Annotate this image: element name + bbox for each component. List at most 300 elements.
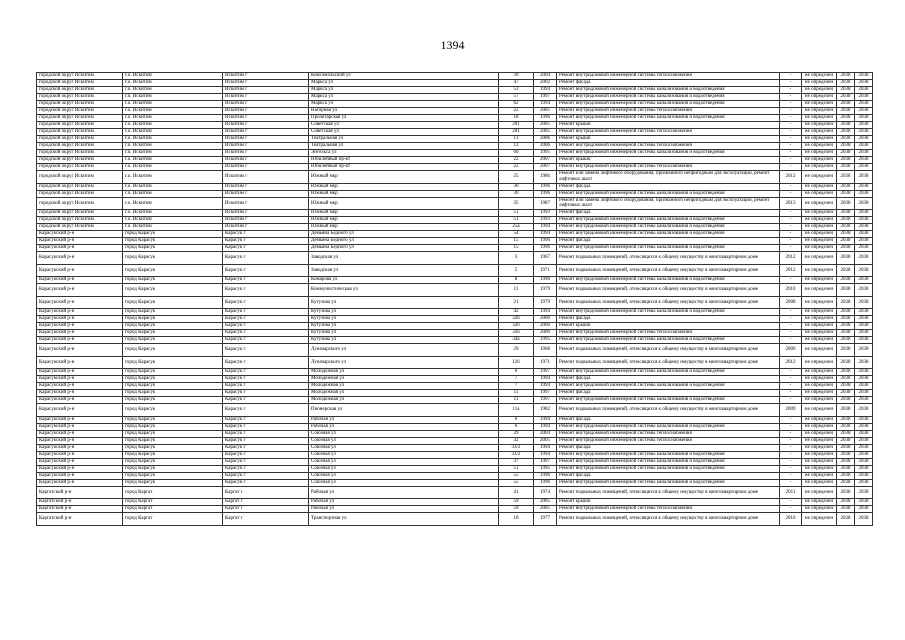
cell-municipal-district: Карасукский р-н	[37, 316, 123, 323]
cell-house-number: 6	[499, 423, 534, 430]
cell-street: Луначарского ул	[309, 344, 499, 357]
cell-build-year: 1994	[534, 224, 557, 231]
cell-locality: Карасук г	[223, 245, 309, 252]
cell-work-type: Ремонт фасада	[557, 80, 780, 87]
cell-last-repair-year: 2013	[780, 197, 802, 210]
cell-last-repair-year: -	[780, 390, 802, 397]
cell-plan-year-end: 2038	[855, 210, 873, 217]
cell-municipal-district: Карасукский р-н	[37, 404, 123, 417]
cell-settlement: г.о. Искитим	[123, 136, 223, 143]
table-row	[37, 136, 873, 143]
cell-plan-year-start: 2038	[837, 210, 855, 217]
cell-plan-year-start: 2038	[837, 397, 855, 404]
cell-locality: Искитим г	[223, 190, 309, 197]
cell-settlement: город Карасук	[123, 245, 223, 252]
cell-build-year: 1994	[534, 101, 557, 108]
cell-build-year: 1996	[534, 472, 557, 479]
cell-locality: Карасук г	[223, 284, 309, 297]
cell-plan-year-start: 2038	[837, 190, 855, 197]
cell-street: Маркса ул	[309, 80, 499, 87]
cell-work-type: Ремонт внутридомовой инженерной системы канализования и водоотведения	[557, 465, 780, 472]
cell-last-repair-year: -	[780, 376, 802, 383]
cell-street: Заводская ул	[309, 264, 499, 277]
cell-plan-year-end: 2038	[855, 277, 873, 284]
cell-cost: не определен	[802, 499, 837, 506]
cell-settlement: город Карасук	[123, 284, 223, 297]
cell-cost: не определен	[802, 284, 837, 297]
cell-plan-year-start: 2038	[837, 437, 855, 444]
cell-plan-year-start: 2038	[837, 444, 855, 451]
cell-build-year: 1967	[534, 252, 557, 265]
cell-work-type: Ремонт внутридомовой инженерной системы канализования и водоотведения	[557, 397, 780, 404]
cell-cost: не определен	[802, 143, 837, 150]
cell-last-repair-year: -	[780, 506, 802, 513]
cell-settlement: г.о. Искитим	[123, 190, 223, 197]
cell-plan-year-start: 2038	[837, 330, 855, 337]
cell-street: Рабочая ул	[309, 499, 499, 506]
cell-settlement: город Карасук	[123, 479, 223, 486]
cell-plan-year-end: 2038	[855, 323, 873, 330]
cell-work-type: Ремонт фасада	[557, 444, 780, 451]
cell-street: Луначарского ул	[309, 356, 499, 369]
cell-house-number: 18	[499, 513, 534, 526]
table-row	[37, 486, 873, 499]
cell-last-repair-year: 2012	[780, 264, 802, 277]
cell-locality: Искитим г	[223, 80, 309, 87]
cell-municipal-district: городской округ Искитим	[37, 224, 123, 231]
cell-plan-year-end: 2038	[855, 513, 873, 526]
cell-build-year: 1996	[534, 238, 557, 245]
cell-work-type: Ремонт внутридомовой инженерной системы теплоснабжения	[557, 73, 780, 80]
cell-build-year: 1996	[534, 115, 557, 122]
cell-cost: не определен	[802, 423, 837, 430]
cell-municipal-district: городской округ Искитим	[37, 190, 123, 197]
cell-street: Нагорная ул	[309, 108, 499, 115]
cell-last-repair-year: -	[780, 416, 802, 423]
cell-plan-year-end: 2038	[855, 231, 873, 238]
cell-street: Союзная ул	[309, 451, 499, 458]
table-row	[37, 506, 873, 513]
table-row	[37, 451, 873, 458]
table-row	[37, 416, 873, 423]
cell-plan-year-end: 2038	[855, 465, 873, 472]
cell-municipal-district: Карасукский р-н	[37, 472, 123, 479]
cell-settlement: г.о. Искитим	[123, 183, 223, 190]
cell-settlement: город Карасук	[123, 337, 223, 344]
cell-plan-year-end: 2038	[855, 423, 873, 430]
cell-street: Юбилейный пр-кт	[309, 164, 499, 171]
cell-cost: не определен	[802, 323, 837, 330]
cell-plan-year-start: 2038	[837, 383, 855, 390]
cell-street: Союзная ул	[309, 437, 499, 444]
cell-locality: Искитим г	[223, 224, 309, 231]
cell-work-type: Ремонт подвальных помещений, относящихся к общему имуществу в многоквартирном доме	[557, 356, 780, 369]
cell-municipal-district: Карасукский р-н	[37, 323, 123, 330]
cell-municipal-district: Карасукский р-н	[37, 451, 123, 458]
cell-last-repair-year: -	[780, 115, 802, 122]
cell-plan-year-start: 2038	[837, 309, 855, 316]
cell-locality: Карасук г	[223, 430, 309, 437]
cell-house-number: 33/2	[499, 451, 534, 458]
cell-locality: Карасук г	[223, 437, 309, 444]
cell-work-type: Ремонт подвальных помещений, относящихся к общему имуществу в многоквартирном доме	[557, 252, 780, 265]
cell-cost: не определен	[802, 296, 837, 309]
cell-locality: Карасук г	[223, 369, 309, 376]
cell-cost: не определен	[802, 136, 837, 143]
cell-build-year: 2005	[534, 506, 557, 513]
cell-work-type: Ремонт внутридомовой инженерной системы канализования и водоотведения	[557, 231, 780, 238]
cell-settlement: г.о. Искитим	[123, 143, 223, 150]
table-row	[37, 423, 873, 430]
table-row	[37, 129, 873, 136]
cell-work-type: Ремонт фасада	[557, 316, 780, 323]
cell-cost: не определен	[802, 416, 837, 423]
table-row	[37, 390, 873, 397]
table-row	[37, 458, 873, 465]
cell-house-number: 3	[499, 252, 534, 265]
cell-plan-year-start: 2038	[837, 238, 855, 245]
cell-house-number: 21	[499, 296, 534, 309]
cell-plan-year-start: 2038	[837, 108, 855, 115]
cell-settlement: город Карасук	[123, 383, 223, 390]
cell-locality: Искитим г	[223, 157, 309, 164]
cell-cost: не определен	[802, 356, 837, 369]
cell-plan-year-end: 2038	[855, 164, 873, 171]
cell-last-repair-year: -	[780, 122, 802, 129]
cell-cost: не определен	[802, 444, 837, 451]
cell-work-type: Ремонт внутридомовой инженерной системы канализования и водоотведения	[557, 94, 780, 101]
cell-municipal-district: городской округ Искитим	[37, 129, 123, 136]
cell-build-year: 1994	[534, 309, 557, 316]
cell-house-number: 25а	[499, 224, 534, 231]
cell-locality: Каргат г	[223, 499, 309, 506]
cell-street: Молодежная ул	[309, 397, 499, 404]
cell-work-type: Ремонт внутридомовой инженерной системы теплоснабжения	[557, 430, 780, 437]
cell-work-type: Ремонт внутридомовой инженерной системы канализования и водоотведения	[557, 190, 780, 197]
cell-plan-year-start: 2038	[837, 458, 855, 465]
cell-settlement: город Карасук	[123, 277, 223, 284]
cell-street: Южный мкр	[309, 197, 499, 210]
cell-plan-year-start: 2038	[837, 245, 855, 252]
cell-plan-year-start: 2038	[837, 513, 855, 526]
cell-plan-year-start: 2038	[837, 115, 855, 122]
cell-plan-year-start: 2038	[837, 122, 855, 129]
cell-build-year: 2006	[534, 143, 557, 150]
cell-municipal-district: Карасукский р-н	[37, 430, 123, 437]
cell-build-year: 1994	[534, 383, 557, 390]
cell-plan-year-start: 2038	[837, 264, 855, 277]
cell-last-repair-year: -	[780, 437, 802, 444]
cell-cost: не определен	[802, 277, 837, 284]
cell-build-year: 2007	[534, 164, 557, 171]
cell-street: Кутузова ул	[309, 323, 499, 330]
cell-work-type: Ремонт внутридомовой инженерной системы канализования и водоотведения	[557, 115, 780, 122]
cell-locality: Карасук г	[223, 231, 309, 238]
table-row	[37, 264, 873, 277]
cell-cost: не определен	[802, 252, 837, 265]
cell-municipal-district: Карасукский р-н	[37, 465, 123, 472]
cell-locality: Искитим г	[223, 122, 309, 129]
cell-house-number: 55	[499, 472, 534, 479]
cell-plan-year-end: 2038	[855, 376, 873, 383]
cell-house-number: 60	[499, 150, 534, 157]
cell-locality: Искитим г	[223, 171, 309, 184]
cell-settlement: город Карасук	[123, 356, 223, 369]
cell-cost: не определен	[802, 376, 837, 383]
cell-municipal-district: Карасукский р-н	[37, 390, 123, 397]
cell-last-repair-year: -	[780, 136, 802, 143]
cell-cost: не определен	[802, 330, 837, 337]
cell-settlement: г.о. Искитим	[123, 150, 223, 157]
cell-plan-year-end: 2038	[855, 150, 873, 157]
cell-plan-year-start: 2038	[837, 430, 855, 437]
cell-build-year: 2007	[534, 157, 557, 164]
cell-last-repair-year: -	[780, 87, 802, 94]
cell-plan-year-end: 2038	[855, 383, 873, 390]
cell-locality: Карасук г	[223, 252, 309, 265]
cell-municipal-district: Карасукский р-н	[37, 309, 123, 316]
cell-street: Театральная ул	[309, 143, 499, 150]
cell-build-year: 1994	[534, 87, 557, 94]
cell-locality: Искитим г	[223, 164, 309, 171]
cell-cost: не определен	[802, 369, 837, 376]
cell-street: Маркса ул	[309, 94, 499, 101]
cell-plan-year-end: 2038	[855, 264, 873, 277]
cell-cost: не определен	[802, 171, 837, 184]
cell-build-year: 2005	[534, 108, 557, 115]
cell-cost: не определен	[802, 390, 837, 397]
table-row	[37, 397, 873, 404]
cell-cost: не определен	[802, 458, 837, 465]
table-row	[37, 157, 873, 164]
cell-last-repair-year: -	[780, 479, 802, 486]
cell-house-number: 29	[499, 344, 534, 357]
cell-municipal-district: Карасукский р-н	[37, 369, 123, 376]
cell-build-year: 1996	[534, 183, 557, 190]
table-row	[37, 472, 873, 479]
cell-last-repair-year: -	[780, 73, 802, 80]
cell-cost: не определен	[802, 337, 837, 344]
table-row	[37, 277, 873, 284]
cell-last-repair-year: -	[780, 143, 802, 150]
cell-locality: Искитим г	[223, 150, 309, 157]
cell-settlement: город Карасук	[123, 465, 223, 472]
cell-cost: не определен	[802, 479, 837, 486]
cell-cost: не определен	[802, 430, 837, 437]
cell-municipal-district: Карасукский р-н	[37, 416, 123, 423]
cell-last-repair-year: -	[780, 337, 802, 344]
table-row	[37, 224, 873, 231]
cell-locality: Карасук г	[223, 264, 309, 277]
cell-plan-year-end: 2038	[855, 115, 873, 122]
cell-work-type: Ремонт внутридомовой инженерной системы канализования и водоотведения	[557, 150, 780, 157]
table-row	[37, 87, 873, 94]
table-row	[37, 245, 873, 252]
cell-plan-year-start: 2038	[837, 129, 855, 136]
cell-street: Демьяна Бедного ул	[309, 245, 499, 252]
cell-build-year: 1997	[534, 94, 557, 101]
cell-last-repair-year: -	[780, 101, 802, 108]
cell-house-number: 13	[499, 136, 534, 143]
cell-build-year: 1982	[534, 404, 557, 417]
cell-plan-year-start: 2038	[837, 73, 855, 80]
cell-cost: не определен	[802, 197, 837, 210]
cell-plan-year-start: 2038	[837, 94, 855, 101]
cell-work-type: Ремонт крыши	[557, 122, 780, 129]
cell-last-repair-year: 2010	[780, 284, 802, 297]
cell-municipal-district: Карасукский р-н	[37, 264, 123, 277]
table-row	[37, 143, 873, 150]
cell-plan-year-start: 2038	[837, 87, 855, 94]
cell-municipal-district: Карасукский р-н	[37, 479, 123, 486]
cell-settlement: город Карасук	[123, 309, 223, 316]
cell-municipal-district: городской округ Искитим	[37, 73, 123, 80]
cell-settlement: город Карасук	[123, 369, 223, 376]
cell-settlement: город Карасук	[123, 390, 223, 397]
cell-cost: не определен	[802, 115, 837, 122]
cell-settlement: город Карасук	[123, 458, 223, 465]
cell-locality: Карасук г	[223, 390, 309, 397]
cell-plan-year-start: 2038	[837, 472, 855, 479]
cell-settlement: г.о. Искитим	[123, 224, 223, 231]
table-row	[37, 437, 873, 444]
cell-work-type: Ремонт фасада	[557, 210, 780, 217]
cell-locality: Карасук г	[223, 479, 309, 486]
cell-plan-year-end: 2038	[855, 458, 873, 465]
cell-build-year: 2005	[534, 129, 557, 136]
cell-build-year: 1986	[534, 171, 557, 184]
cell-work-type: Ремонт внутридомовой инженерной системы канализования и водоотведения	[557, 309, 780, 316]
cell-municipal-district: Карасукский р-н	[37, 330, 123, 337]
cell-municipal-district: городской округ Искитим	[37, 210, 123, 217]
cell-house-number: 29	[499, 430, 534, 437]
cell-locality: Искитим г	[223, 101, 309, 108]
cell-street: Кутузова ул	[309, 296, 499, 309]
cell-last-repair-year: -	[780, 231, 802, 238]
cell-plan-year-end: 2038	[855, 224, 873, 231]
cell-build-year: 1996	[534, 277, 557, 284]
cell-plan-year-end: 2038	[855, 451, 873, 458]
cell-plan-year-start: 2038	[837, 224, 855, 231]
cell-street: Молодежная ул	[309, 376, 499, 383]
cell-locality: Карасук г	[223, 238, 309, 245]
cell-street: Комарова ул	[309, 277, 499, 284]
cell-work-type: Ремонт внутридомовой инженерной системы теплоснабжения	[557, 108, 780, 115]
table-row	[37, 444, 873, 451]
table-row	[37, 197, 873, 210]
cell-street: Южный мкр	[309, 171, 499, 184]
cell-plan-year-end: 2038	[855, 337, 873, 344]
cell-settlement: г.о. Искитим	[123, 171, 223, 184]
cell-settlement: город Карасук	[123, 330, 223, 337]
cell-settlement: г.о. Искитим	[123, 87, 223, 94]
cell-work-type: Ремонт внутридомовой инженерной системы канализования и водоотведения	[557, 383, 780, 390]
cell-last-repair-year: 2010	[780, 513, 802, 526]
cell-plan-year-start: 2038	[837, 337, 855, 344]
cell-build-year: 1997	[534, 369, 557, 376]
cell-street: Советская ул	[309, 129, 499, 136]
cell-municipal-district: Карасукский р-н	[37, 444, 123, 451]
cell-street: Комсомольский ул	[309, 73, 499, 80]
cell-cost: не определен	[802, 513, 837, 526]
cell-municipal-district: городской округ Искитим	[37, 143, 123, 150]
table-row	[37, 309, 873, 316]
cell-cost: не определен	[802, 183, 837, 190]
cell-last-repair-year: -	[780, 108, 802, 115]
cell-plan-year-end: 2038	[855, 252, 873, 265]
cell-settlement: г.о. Искитим	[123, 94, 223, 101]
cell-work-type: Ремонт внутридомовой инженерной системы канализования и водоотведения	[557, 217, 780, 224]
cell-municipal-district: Каргатский р-н	[37, 499, 123, 506]
cell-plan-year-end: 2038	[855, 129, 873, 136]
cell-house-number: 32	[499, 437, 534, 444]
cell-street: Кутузова ул	[309, 316, 499, 323]
cell-plan-year-end: 2038	[855, 316, 873, 323]
cell-settlement: город Карасук	[123, 231, 223, 238]
cell-street: Молодежная ул	[309, 383, 499, 390]
cell-cost: не определен	[802, 506, 837, 513]
cell-work-type: Ремонт внутридомовой инженерной системы теплоснабжения	[557, 164, 780, 171]
cell-last-repair-year: -	[780, 444, 802, 451]
cell-locality: Карасук г	[223, 323, 309, 330]
cell-build-year: 1995	[534, 465, 557, 472]
cell-plan-year-end: 2038	[855, 171, 873, 184]
cell-locality: Искитим г	[223, 136, 309, 143]
cell-plan-year-end: 2038	[855, 143, 873, 150]
cell-house-number: 33/2	[499, 444, 534, 451]
cell-locality: Карасук г	[223, 397, 309, 404]
cell-plan-year-start: 2038	[837, 143, 855, 150]
table-row	[37, 73, 873, 80]
cell-municipal-district: Карасукский р-н	[37, 245, 123, 252]
cell-last-repair-year: 2011	[780, 486, 802, 499]
cell-build-year: 1996	[534, 479, 557, 486]
cell-house-number: 32б	[499, 330, 534, 337]
cell-locality: Искитим г	[223, 183, 309, 190]
cell-street: Молодежная ул	[309, 369, 499, 376]
cell-cost: не определен	[802, 129, 837, 136]
cell-last-repair-year: -	[780, 458, 802, 465]
cell-house-number: 11	[499, 397, 534, 404]
cell-plan-year-end: 2038	[855, 344, 873, 357]
cell-municipal-district: городской округ Искитим	[37, 80, 123, 87]
cell-last-repair-year: 2012	[780, 252, 802, 265]
repair-program-table	[36, 72, 873, 526]
cell-cost: не определен	[802, 80, 837, 87]
cell-build-year: 1993	[534, 210, 557, 217]
cell-settlement: г.о. Искитим	[123, 115, 223, 122]
cell-plan-year-start: 2038	[837, 284, 855, 297]
cell-municipal-district: городской округ Искитим	[37, 197, 123, 210]
cell-house-number: 8	[499, 277, 534, 284]
cell-settlement: город Карасук	[123, 316, 223, 323]
cell-plan-year-end: 2038	[855, 356, 873, 369]
cell-house-number: 51	[499, 210, 534, 217]
cell-locality: Карасук г	[223, 344, 309, 357]
cell-street: Южный мкр	[309, 217, 499, 224]
cell-work-type: Ремонт внутридомовой инженерной системы теплоснабжения	[557, 129, 780, 136]
cell-settlement: г.о. Искитим	[123, 197, 223, 210]
cell-settlement: г.о. Искитим	[123, 217, 223, 224]
cell-locality: Искитим г	[223, 87, 309, 94]
cell-last-repair-year: -	[780, 451, 802, 458]
cell-locality: Карасук г	[223, 444, 309, 451]
cell-house-number: 54	[499, 231, 534, 238]
table-row	[37, 376, 873, 383]
cell-build-year: 2005	[534, 437, 557, 444]
cell-settlement: город Карасук	[123, 296, 223, 309]
cell-municipal-district: Карасукский р-н	[37, 397, 123, 404]
